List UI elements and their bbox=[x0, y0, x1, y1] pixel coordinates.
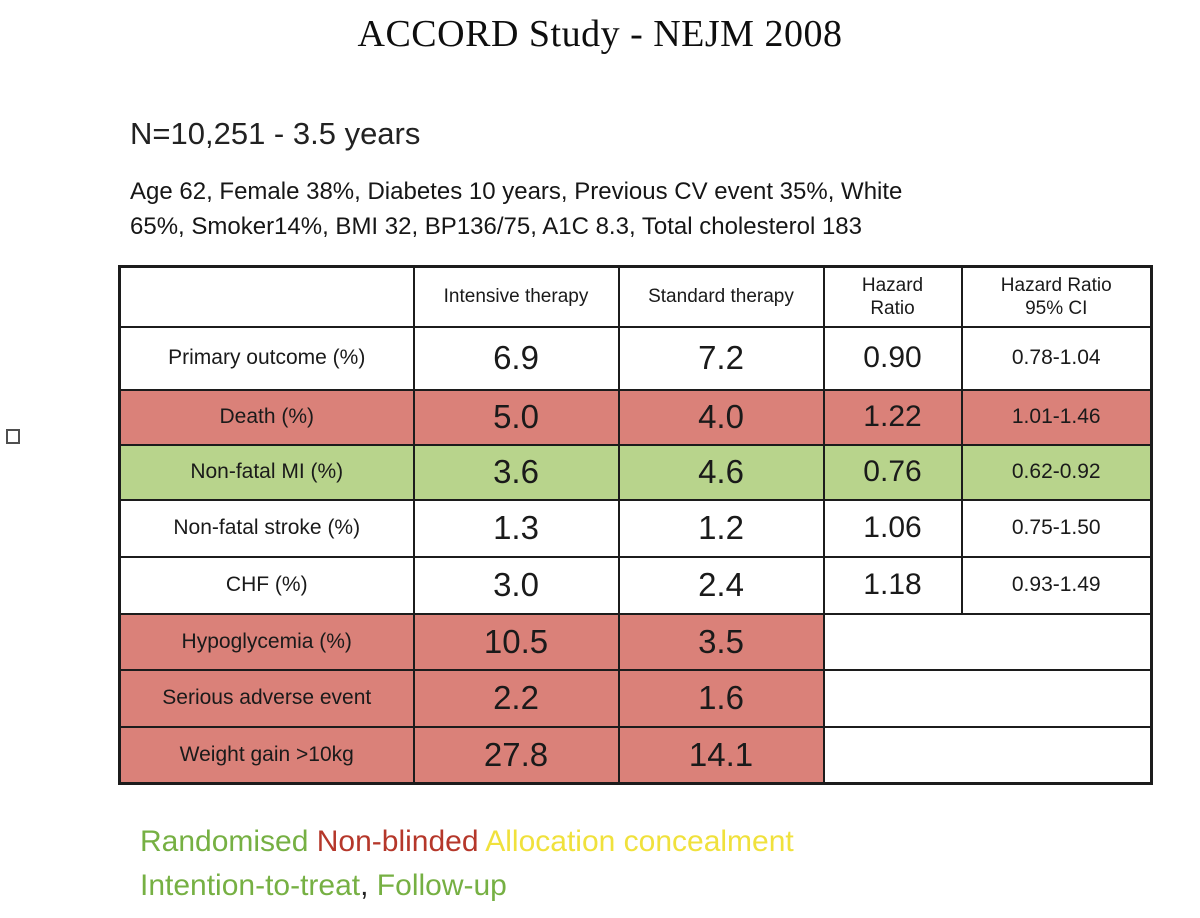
col-header-intensive: Intensive therapy bbox=[414, 267, 619, 327]
intensive-value: 1.3 bbox=[414, 500, 619, 557]
intensive-value: 2.2 bbox=[414, 670, 619, 727]
hazard-ratio-value: 0.90 bbox=[824, 327, 962, 390]
table-row bbox=[120, 557, 1152, 614]
row-label: Hypoglycemia (%) bbox=[120, 614, 414, 670]
standard-value: 14.1 bbox=[619, 727, 824, 784]
table-header-row bbox=[120, 267, 1152, 327]
standard-value: 1.6 bbox=[619, 670, 824, 727]
standard-value: 3.5 bbox=[619, 614, 824, 670]
table-row bbox=[120, 500, 1152, 557]
table-row bbox=[120, 727, 1152, 784]
hazard-ratio-value: 0.76 bbox=[824, 445, 962, 500]
quality-criteria-line1 bbox=[140, 820, 794, 864]
table-row bbox=[120, 670, 1152, 727]
quality-criteria-text bbox=[140, 820, 794, 908]
ci-value: 1.01-1.46 bbox=[962, 390, 1152, 445]
table-row bbox=[120, 327, 1152, 390]
cohort-description-line2: 65%, Smoker14%, BMI 32, BP136/75, A1C 8.3, Total cholesterol 183 bbox=[130, 213, 862, 240]
cohort-description-line1: Age 62, Female 38%, Diabetes 10 years, Previous CV event 35%, White bbox=[130, 178, 903, 205]
intensive-value: 10.5 bbox=[414, 614, 619, 670]
standard-value: 7.2 bbox=[619, 327, 824, 390]
intention-to-treat-label: Intention-to-treat bbox=[140, 869, 361, 902]
ci-value: 0.62-0.92 bbox=[962, 445, 1152, 500]
cohort-description bbox=[130, 174, 902, 244]
quality-criteria-line2 bbox=[140, 864, 794, 908]
table-row bbox=[120, 445, 1152, 500]
col-header-hazard-ratio: Hazard Ratio bbox=[824, 267, 962, 327]
corner-header-cell bbox=[120, 267, 414, 327]
intensive-value: 6.9 bbox=[414, 327, 619, 390]
ci-value: 0.93-1.49 bbox=[962, 557, 1152, 614]
non-blinded-label: Non-blinded bbox=[316, 825, 486, 858]
intensive-value: 3.0 bbox=[414, 557, 619, 614]
comma-separator: , bbox=[360, 869, 369, 902]
intensive-value: 3.6 bbox=[414, 445, 619, 500]
empty-hazard-cell bbox=[824, 727, 1152, 784]
ci-value: 0.78-1.04 bbox=[962, 327, 1152, 390]
table-row bbox=[120, 614, 1152, 670]
empty-square-icon bbox=[6, 429, 20, 444]
standard-value: 4.0 bbox=[619, 390, 824, 445]
col-header-hazard-ratio-ci: Hazard Ratio 95% CI bbox=[962, 267, 1152, 327]
allocation-concealment-label: Allocation concealment bbox=[485, 825, 794, 858]
row-label: Death (%) bbox=[120, 390, 414, 445]
standard-value: 1.2 bbox=[619, 500, 824, 557]
follow-up-label: Follow-up bbox=[368, 869, 507, 902]
standard-value: 4.6 bbox=[619, 445, 824, 500]
row-label: Serious adverse event bbox=[120, 670, 414, 727]
row-label: CHF (%) bbox=[120, 557, 414, 614]
row-label: Non-fatal stroke (%) bbox=[120, 500, 414, 557]
col-header-standard: Standard therapy bbox=[619, 267, 824, 327]
hazard-ratio-value: 1.18 bbox=[824, 557, 962, 614]
intensive-value: 5.0 bbox=[414, 390, 619, 445]
hazard-ratio-value: 1.06 bbox=[824, 500, 962, 557]
hazard-ratio-value: 1.22 bbox=[824, 390, 962, 445]
intensive-value: 27.8 bbox=[414, 727, 619, 784]
study-size-text: N=10,251 - 3.5 years bbox=[130, 116, 421, 151]
randomised-label: Randomised bbox=[140, 825, 317, 858]
page-title: ACCORD Study - NEJM 2008 bbox=[357, 13, 843, 55]
table-row bbox=[120, 390, 1152, 445]
standard-value: 2.4 bbox=[619, 557, 824, 614]
row-label: Weight gain >10kg bbox=[120, 727, 414, 784]
results-table bbox=[118, 265, 1153, 785]
row-label: Non-fatal MI (%) bbox=[120, 445, 414, 500]
ci-value: 0.75-1.50 bbox=[962, 500, 1152, 557]
empty-hazard-cell bbox=[824, 670, 1152, 727]
empty-hazard-cell bbox=[824, 614, 1152, 670]
row-label: Primary outcome (%) bbox=[120, 327, 414, 390]
